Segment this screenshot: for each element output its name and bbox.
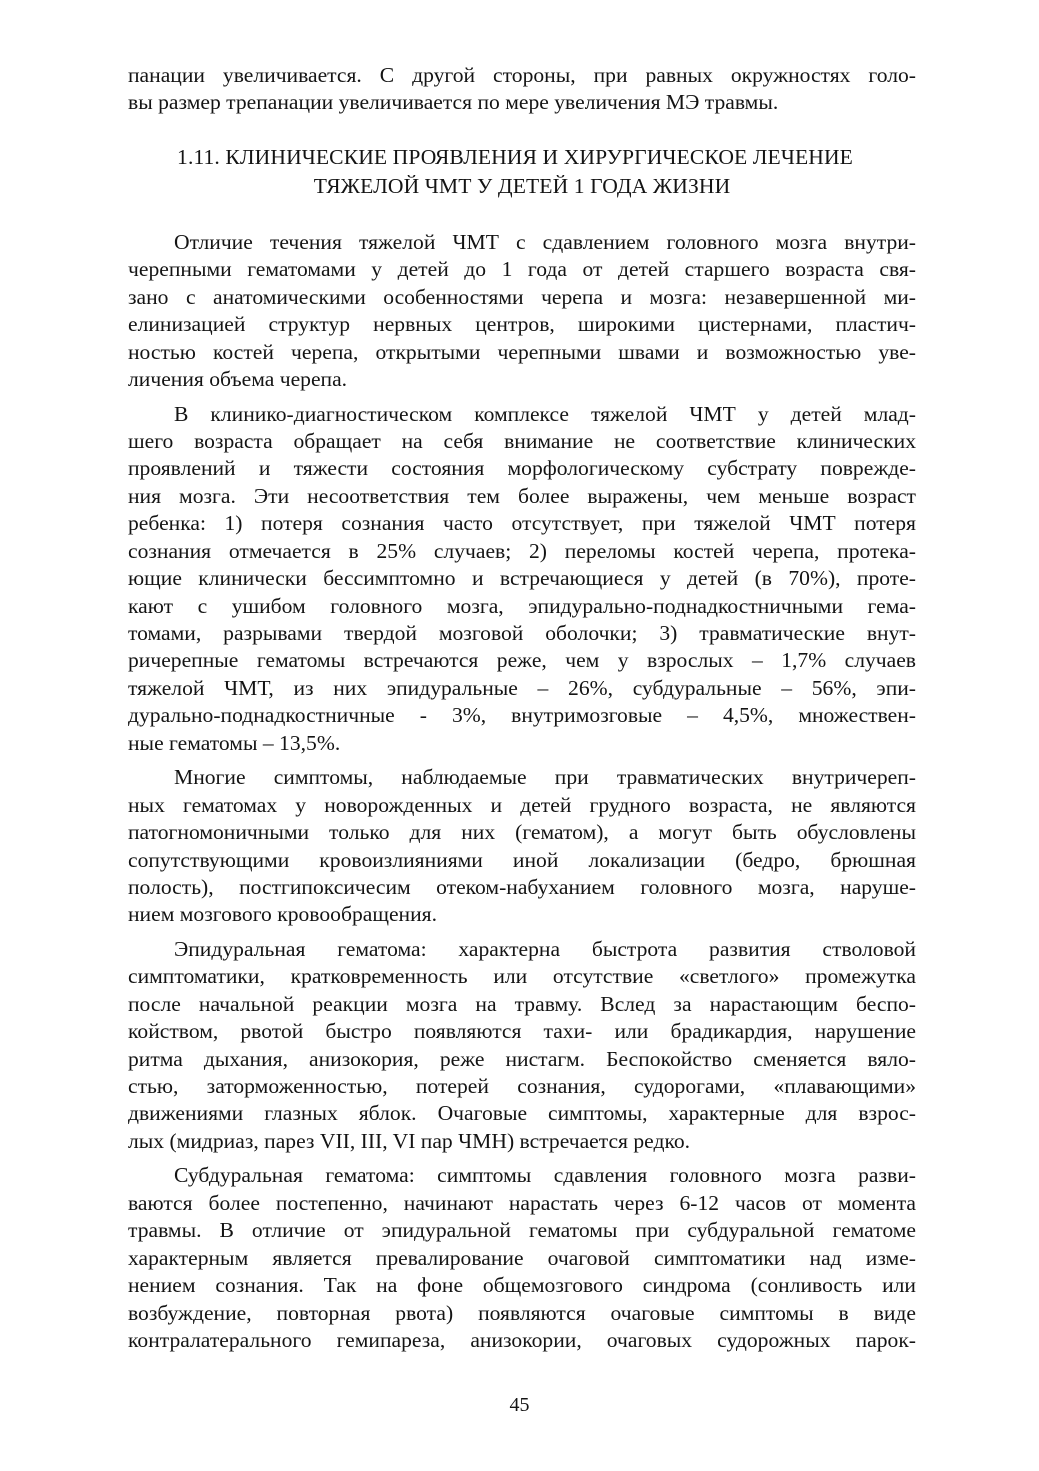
text-line: шего возраста обращает на себя внимание не соответствие клинических (128, 428, 916, 453)
text-line: характерным является превалирование очаговой симптоматики над изме- (128, 1245, 916, 1270)
text-line: тяжелой ЧМТ, из них эпидуральные – 26%, субдуральные – 56%, эпи- (128, 675, 916, 700)
text-line: личения объема черепа. (128, 367, 348, 392)
text-line: движениями глазных яблок. Очаговые симптомы, характерные для взрос- (128, 1101, 916, 1126)
text-line: нием мозгового кровообращения. (128, 902, 437, 927)
paragraph (128, 229, 916, 394)
section-heading-line-1: 1.11. КЛИНИЧЕСКИЕ ПРОЯВЛЕНИЯ И ХИРУРГИЧЕСКОЕ ЛЕЧЕНИЕ (177, 144, 853, 169)
text-line: ричерепные гематомы встречаются реже, чем у взрослых – 1,7% случаев (128, 648, 916, 673)
text-line: ваются более постепенно, начинают нарастать через 6-12 часов от момента (128, 1190, 916, 1215)
text-line: Эпидуральная гематома: характерна быстрота развития стволовой (174, 936, 916, 961)
text-line: ющие клинически бессимптомно и встречающиеся у детей (в 70%), проте- (128, 566, 916, 591)
text-line: ные гематомы – 13,5%. (128, 730, 341, 755)
section-heading-line-2: ТЯЖЕЛОЙ ЧМТ У ДЕТЕЙ 1 ГОДА ЖИЗНИ (313, 173, 731, 198)
text-line: дурально-поднадкостничные - 3%, внутримозговые – 4,5%, множествен- (128, 703, 916, 728)
text-line: зано с анатомическими особенностями черепа и мозга: незавершенной ми- (128, 284, 916, 309)
text-line: лых (мидриаз, парез VII, III, VI пар ЧМН) встречается редко. (128, 1128, 691, 1153)
text-line: В клинико-диагностическом комплексе тяжелой ЧМТ у детей млад- (174, 401, 916, 426)
intro-text (128, 62, 916, 117)
text-line: сознания отмечается в 25% случаев; 2) переломы костей черепа, протека- (128, 538, 916, 563)
text-line: ностью костей черепа, открытыми черепными швами и возможностью уве- (128, 339, 916, 364)
paragraph (128, 1162, 916, 1354)
text-line: ребенка: 1) потеря сознания часто отсутствует, при тяжелой ЧМТ потеря (128, 511, 916, 536)
text-line: проявлений и тяжести состояния морфологическому субстрату поврежде- (128, 456, 916, 481)
text-line: вы размер трепанации увеличивается по мере увеличения МЭ травмы. (128, 90, 779, 115)
text-line: панации увеличивается. С другой стороны, при равных окружностях голо- (128, 63, 916, 87)
text-line: Субдуральная гематома: симптомы сдавления головного мозга разви- (174, 1163, 916, 1188)
text-line: Многие симптомы, наблюдаемые при травматических внутричереп- (174, 765, 916, 790)
page-number: 45 (509, 1394, 530, 1416)
text-line: ных гематомах у новорожденных и детей грудного возраста, не являются (128, 792, 916, 817)
text-line: стью, заторможенностью, потерей сознания, судорогами, «плавающими» (128, 1074, 916, 1098)
text-line: елинизацией структур нервных центров, широкими цистернами, пластич- (128, 312, 916, 337)
text-line: черепными гематомами у детей до 1 года от детей старшего возраста свя- (128, 257, 916, 282)
paragraph (128, 936, 916, 1156)
text-line: койством, рвотой быстро появляются тахи- или брадикардия, нарушение (128, 1019, 916, 1044)
text-line: ритма дыхания, анизокория, реже нистагм. Беспокойство сменяется вяло- (128, 1046, 916, 1071)
text-line: после начальной реакции мозга на травму. Вслед за нарастающим беспо- (128, 991, 916, 1016)
section-heading (128, 143, 916, 201)
text-line: патогномоничными только для них (гематом), а могут быть обусловлены (128, 820, 916, 845)
text-line: симптоматики, кратковременность или отсутствие «светлого» промежутка (128, 964, 916, 989)
text-line: возбуждение, повторная рвота) появляются очаговые симптомы в виде (128, 1300, 916, 1325)
text-line: нением сознания. Так на фоне общемозгового синдрома (сонливость или (128, 1273, 916, 1298)
document-page (128, 62, 916, 1354)
text-line: ния мозга. Эти несоответствия тем более выражены, чем меньше возраст (128, 483, 916, 508)
text-line: травмы. В отличие от эпидуральной гематомы при субдуральной гематоме (128, 1218, 916, 1243)
text-line: сопутствующими кровоизлияниями иной локализации (бедро, брюшная (128, 847, 916, 872)
text-line: контралатерального гемипареза, анизокории, очаговых судорожных парок- (128, 1327, 916, 1352)
text-line: томами, разрывами твердой мозговой оболочки; 3) травматические внут- (128, 621, 916, 645)
paragraph (128, 401, 916, 758)
text-line: Отличие течения тяжелой ЧМТ с сдавлением головного мозга внутри- (174, 229, 916, 254)
text-line: полость), постгипоксичесим отеком-набуханием головного мозга, наруше- (128, 874, 916, 899)
paragraph (128, 764, 916, 929)
text-line: кают с ушибом головного мозга, эпидурально-поднадкостничными гема- (128, 593, 916, 618)
